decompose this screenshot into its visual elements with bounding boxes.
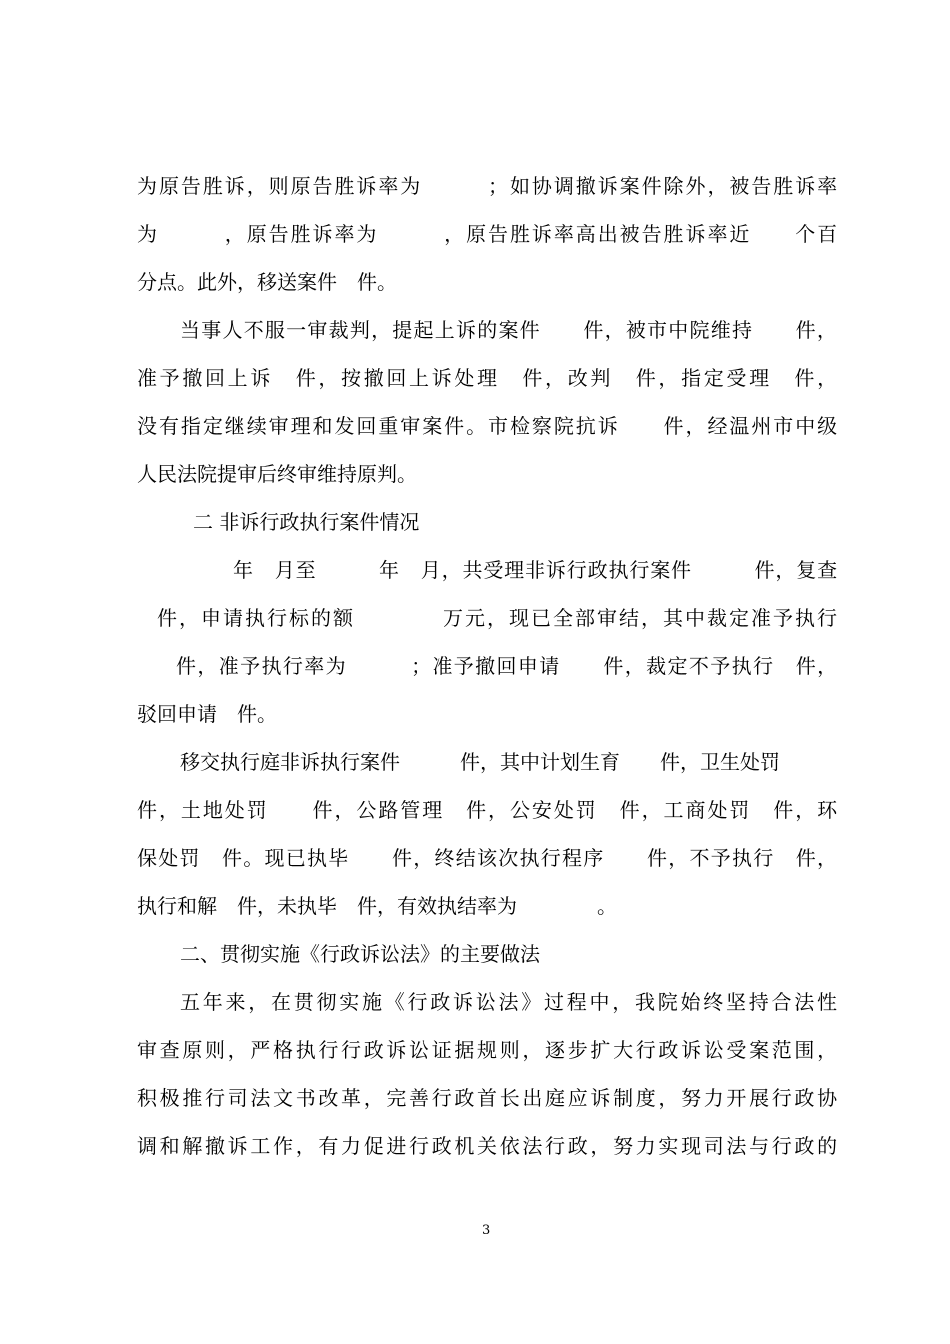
text-line: 积极推行司法文书改革，完善行政首长出庭应诉制度，努力开展行政协 [137, 1086, 840, 1110]
text-line: 没有指定继续审理和发回重审案件。市检察院抗诉 件，经温州市中级 [137, 414, 840, 438]
text-line: 件，准予执行率为 ；准予撤回申请 件，裁定不予执行 件， [176, 654, 839, 678]
text-line: 调和解撤诉工作，有力促进行政机关依法行政，努力实现司法与行政的 [137, 1134, 840, 1158]
text-line: 件，申请执行标的额 万元，现已全部审结，其中裁定准予执行 [157, 606, 839, 630]
text-line: 当事人不服一审裁判，提起上诉的案件 件，被市中院维持 件， [180, 318, 839, 342]
text-line: 驳回申请 件。 [137, 702, 277, 726]
text-line: 人民法院提审后终审维持原判。 [137, 462, 417, 486]
text-line: 五年来，在贯彻实施《行政诉讼法》过程中，我院始终坚持合法性 [180, 990, 840, 1014]
text-line: 移交执行庭非诉执行案件 件，其中计划生育 件，卫生处罚 [180, 750, 780, 774]
text-line: 保处罚 件。现已执毕 件，终结该次执行程序 件，不予执行 件， [137, 846, 839, 870]
page-number: 3 [482, 1223, 491, 1238]
text-line: 为 ，原告胜诉率为 ，原告胜诉率高出被告胜诉率近 个百 [137, 222, 840, 246]
text-line: 件，土地处罚 件，公路管理 件，公安处罚 件，工商处罚 件，环 [137, 798, 840, 822]
section-heading: 二、贯彻实施《行政诉讼法》的主要做法 [180, 942, 540, 966]
text-line: 审查原则，严格执行行政诉讼证据规则，逐步扩大行政诉讼受案范围， [137, 1038, 840, 1062]
section-heading: 二 非诉行政执行案件情况 [193, 510, 420, 534]
text-line: 年 月至 年 月，共受理非诉行政执行案件 件，复查 [233, 558, 838, 582]
text-line: 执行和解 件，未执毕 件，有效执结率为 。 [137, 894, 617, 918]
text-line: 为原告胜诉，则原告胜诉率为 ；如协调撤诉案件除外，被告胜诉率 [137, 174, 840, 198]
text-line: 准予撤回上诉 件，按撤回上诉处理 件，改判 件，指定受理 件， [137, 366, 840, 390]
text-line: 分点。此外，移送案件 件。 [137, 270, 397, 294]
